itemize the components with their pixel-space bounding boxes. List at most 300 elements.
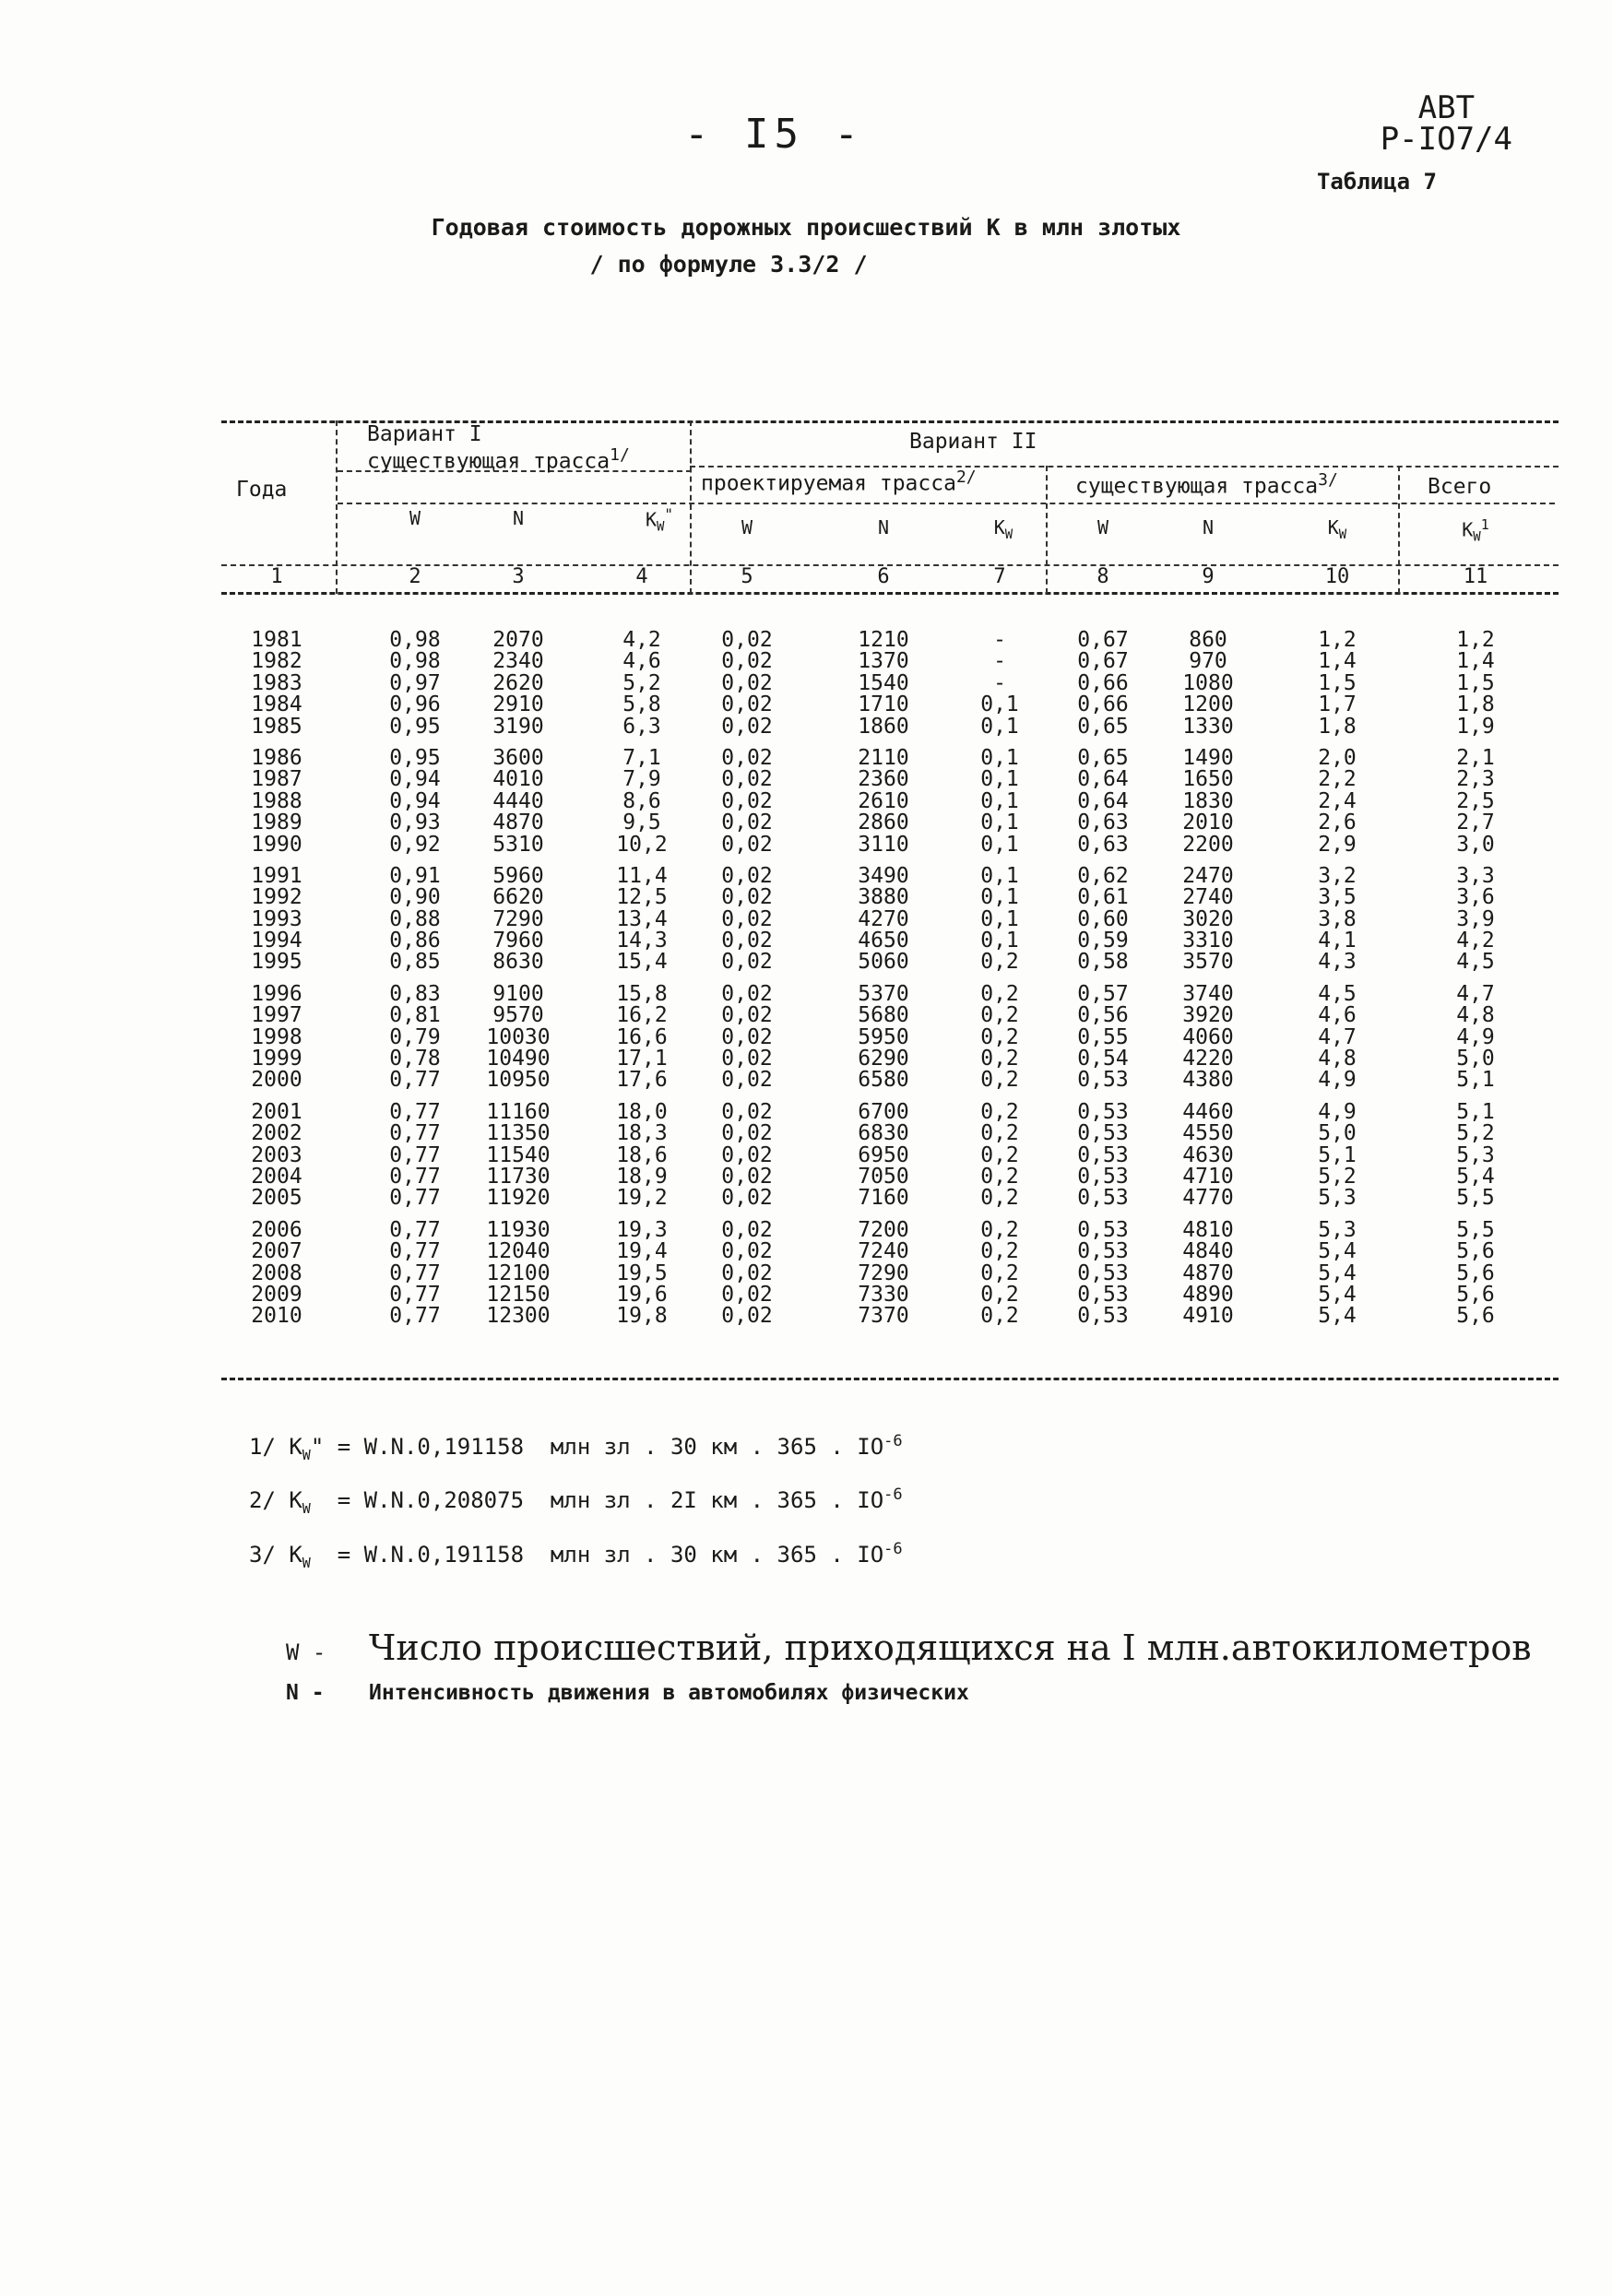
- table-cell: 18,9: [616, 1164, 668, 1189]
- table-cell: 5,4: [1318, 1304, 1357, 1329]
- table-cell: 5,1: [1456, 1099, 1495, 1124]
- table-cell: 0,02: [721, 1024, 773, 1049]
- table-cell: 0,2: [980, 1164, 1019, 1189]
- table-cell: 0,1: [980, 863, 1019, 888]
- table-cell: 0,97: [389, 670, 441, 695]
- table-cell: 0,02: [721, 1304, 773, 1329]
- table-cell: 1540: [858, 670, 909, 695]
- table-cell: 1991: [251, 863, 302, 888]
- table-cell: 2200: [1182, 832, 1234, 857]
- table-cell: 0,2: [980, 1003, 1019, 1028]
- column-number: 8: [1096, 565, 1109, 588]
- table-cell: 1996: [251, 981, 302, 1006]
- table-cell: 0,98: [389, 628, 441, 652]
- table-cell: 2740: [1182, 885, 1234, 910]
- subheader-rule: [338, 503, 1555, 504]
- table-cell: 2110: [858, 745, 909, 770]
- table-cell: 3600: [492, 745, 544, 770]
- table-cell: 6700: [858, 1099, 909, 1124]
- table-cell: 3920: [1182, 1003, 1234, 1028]
- table-cell: 5960: [492, 863, 544, 888]
- table-cell: 4650: [858, 929, 909, 953]
- table-cell: 0,02: [721, 1164, 773, 1189]
- table-cell: 7,1: [622, 745, 661, 770]
- k-subscript: W: [1004, 527, 1013, 542]
- table-cell: 3740: [1182, 981, 1234, 1006]
- table-cell: 4810: [1182, 1217, 1234, 1242]
- table-cell: 0,1: [980, 767, 1019, 792]
- table-cell: 6620: [492, 885, 544, 910]
- table-cell: 2001: [251, 1099, 302, 1124]
- table-cell: 10030: [486, 1024, 551, 1049]
- table-cell: 0,58: [1077, 950, 1129, 975]
- row-group: [221, 630, 1559, 738]
- table-cell: 0,2: [980, 1142, 1019, 1167]
- variant2-designed-note-mark: 2/: [955, 467, 977, 487]
- table-cell: 0,02: [721, 670, 773, 695]
- legend-n: [286, 1681, 969, 1705]
- table-cell: 15,8: [616, 981, 668, 1006]
- table-cell: 1330: [1182, 714, 1234, 739]
- table-cell: 2910: [492, 692, 544, 717]
- column-header-k1: [627, 505, 692, 535]
- k-symbol: K: [645, 508, 657, 531]
- table-cell: 0,57: [1077, 981, 1129, 1006]
- table-cell: 0,2: [980, 1239, 1019, 1264]
- table-cell: 13,4: [616, 906, 668, 931]
- table-row: [221, 1241, 1559, 1262]
- table-cell: 18,3: [616, 1121, 668, 1146]
- table-cell: 5,6: [1456, 1239, 1495, 1264]
- table-cell: 0,65: [1077, 745, 1129, 770]
- table-row: [221, 906, 1559, 931]
- table-row: [221, 1188, 1559, 1209]
- table-cell: 5,6: [1456, 1282, 1495, 1307]
- column-divider: [1398, 466, 1400, 594]
- table-cell: 0,02: [721, 788, 773, 813]
- column-number-rule: [221, 592, 1559, 595]
- table-cell: 7,9: [622, 767, 661, 792]
- table-subtitle: / по формуле 3.3/2 /: [589, 251, 868, 278]
- table-cell: 4380: [1182, 1068, 1234, 1093]
- footnote-exponent: -6: [883, 1485, 903, 1504]
- table-row: [221, 1024, 1559, 1049]
- table-row: [221, 1260, 1559, 1285]
- column-header-k2: [976, 516, 1031, 542]
- table-cell: 0,2: [980, 1121, 1019, 1146]
- table-cell: 0,59: [1077, 929, 1129, 953]
- table-row: [221, 630, 1559, 651]
- table-cell: -: [993, 628, 1006, 652]
- table-cell: 0,2: [980, 1024, 1019, 1049]
- table-cell: 0,77: [389, 1068, 441, 1093]
- table-cell: 2,9: [1318, 832, 1357, 857]
- k-mark: ": [664, 505, 674, 523]
- table-cell: 0,83: [389, 981, 441, 1006]
- table-cell: 2,1: [1456, 745, 1495, 770]
- table-cell: 4710: [1182, 1164, 1234, 1189]
- table-cell: 4270: [858, 906, 909, 931]
- table-cell: 1997: [251, 1003, 302, 1028]
- table-cell: 1200: [1182, 692, 1234, 717]
- table-cell: 0,02: [721, 692, 773, 717]
- legend-n-key: N -: [286, 1681, 325, 1705]
- table-cell: 4910: [1182, 1304, 1234, 1329]
- page-number: - I5 -: [684, 111, 864, 158]
- table-cell: 0,2: [980, 1217, 1019, 1242]
- table-cell: 0,86: [389, 929, 441, 953]
- table-row: [221, 1284, 1559, 1306]
- table-cell: 0,53: [1077, 1142, 1129, 1167]
- table-cell: 1830: [1182, 788, 1234, 813]
- table-cell: 11160: [486, 1099, 551, 1124]
- table-cell: 0,61: [1077, 885, 1129, 910]
- table-cell: 2340: [492, 649, 544, 674]
- table-row: [221, 812, 1559, 834]
- table-cell: 3,2: [1318, 863, 1357, 888]
- table-cell: 0,67: [1077, 649, 1129, 674]
- table-cell: 4840: [1182, 1239, 1234, 1264]
- column-header-n: N: [877, 516, 890, 538]
- table-cell: 0,1: [980, 811, 1019, 835]
- table-cell: 19,3: [616, 1217, 668, 1242]
- table-cell: 0,02: [721, 1239, 773, 1264]
- table-cell: 1993: [251, 906, 302, 931]
- table-cell: 0,94: [389, 788, 441, 813]
- table-cell: 0,02: [721, 1186, 773, 1211]
- table-cell: 7200: [858, 1217, 909, 1242]
- table-cell: 0,77: [389, 1186, 441, 1211]
- table-cell: 0,02: [721, 1142, 773, 1167]
- column-number: 1: [270, 565, 283, 588]
- table-cell: 3,3: [1456, 863, 1495, 888]
- table-cell: 5370: [858, 981, 909, 1006]
- table-cell: 5,6: [1456, 1260, 1495, 1285]
- document-code: [1380, 89, 1512, 158]
- footnote-subscript: W: [302, 1446, 311, 1463]
- variant1-subheader: [367, 445, 630, 474]
- table-cell: 0,64: [1077, 788, 1129, 813]
- row-group: [221, 1217, 1559, 1329]
- table-cell: 3,6: [1456, 885, 1495, 910]
- table-cell: 1987: [251, 767, 302, 792]
- column-number: 10: [1324, 565, 1350, 588]
- table-row: [221, 863, 1559, 888]
- table-cell: 0,02: [721, 885, 773, 910]
- legend-w-text: Число происшествий, приходящихся на I млн.автокилометров: [369, 1627, 1532, 1668]
- table-cell: 1998: [251, 1024, 302, 1049]
- table-row: [221, 670, 1559, 695]
- table-cell: 0,02: [721, 714, 773, 739]
- table-cell: 0,1: [980, 692, 1019, 717]
- table-cell: 5,5: [1456, 1186, 1495, 1211]
- column-number: 7: [993, 565, 1006, 588]
- table-cell: 3490: [858, 863, 909, 888]
- table-cell: 0,94: [389, 767, 441, 792]
- table-cell: 0,02: [721, 1121, 773, 1146]
- table-cell: 2070: [492, 628, 544, 652]
- table-cell: 4,3: [1318, 950, 1357, 975]
- table-cell: 3,5: [1318, 885, 1357, 910]
- table-cell: 4,1: [1318, 929, 1357, 953]
- table-cell: 0,2: [980, 1260, 1019, 1285]
- table-cell: 2,5: [1456, 788, 1495, 813]
- table-cell: 12150: [486, 1282, 551, 1307]
- table-cell: 7290: [858, 1260, 909, 1285]
- table-cell: 0,02: [721, 1260, 773, 1285]
- table-cell: 2002: [251, 1121, 302, 1146]
- column-header-n: N: [512, 507, 525, 529]
- table-cell: 1650: [1182, 767, 1234, 792]
- table-cell: 5060: [858, 950, 909, 975]
- table-cell: 2620: [492, 670, 544, 695]
- table-cell: 1,4: [1318, 649, 1357, 674]
- column-header-total-k: [1439, 516, 1512, 545]
- table-cell: 0,63: [1077, 811, 1129, 835]
- variant1-subheader-text: существующая трасса: [367, 449, 610, 474]
- table-cell: 2,4: [1318, 788, 1357, 813]
- row-group: [221, 745, 1559, 857]
- table-cell: 0,1: [980, 745, 1019, 770]
- k-symbol: K: [1462, 518, 1474, 541]
- table-cell: 2,2: [1318, 767, 1357, 792]
- table-cell: 0,77: [389, 1099, 441, 1124]
- footnote-mark: ": [310, 1434, 325, 1460]
- table-cell: 860: [1189, 628, 1227, 652]
- table-cell: 3570: [1182, 950, 1234, 975]
- table-cell: 19,2: [616, 1186, 668, 1211]
- legend-w: [286, 1627, 1532, 1668]
- table-cell: 0,77: [389, 1260, 441, 1285]
- table-cell: 8,6: [622, 788, 661, 813]
- footnote-prefix: 1/ K: [249, 1434, 302, 1460]
- table-cell: 0,53: [1077, 1282, 1129, 1307]
- table-cell: 5,4: [1318, 1239, 1357, 1264]
- table-cell: 0,02: [721, 1003, 773, 1028]
- table-cell: 1080: [1182, 670, 1234, 695]
- table-label: Таблица 7: [1316, 169, 1437, 195]
- table-cell: 2360: [858, 767, 909, 792]
- table-cell: 0,65: [1077, 714, 1129, 739]
- table-cell: 1,7: [1318, 692, 1357, 717]
- table-cell: 1,8: [1318, 714, 1357, 739]
- table-cell: 0,53: [1077, 1068, 1129, 1093]
- table-cell: 1,9: [1456, 714, 1495, 739]
- table-cell: 0,63: [1077, 832, 1129, 857]
- table-cell: 0,2: [980, 950, 1019, 975]
- column-header-year: Года: [236, 478, 288, 502]
- table-cell: 3190: [492, 714, 544, 739]
- table-cell: 4,5: [1318, 981, 1357, 1006]
- table-cell: 4010: [492, 767, 544, 792]
- table-cell: 0,1: [980, 906, 1019, 931]
- table-cell: 1983: [251, 670, 302, 695]
- table-cell: 970: [1189, 649, 1227, 674]
- table-cell: 7330: [858, 1282, 909, 1307]
- table-title: Годовая стоимость дорожных происшествий K в млн злотых: [431, 214, 1181, 241]
- table-cell: 5310: [492, 832, 544, 857]
- table-cell: 4,9: [1456, 1024, 1495, 1049]
- table-cell: 5,1: [1318, 1142, 1357, 1167]
- table-cell: 1985: [251, 714, 302, 739]
- k-subscript: W: [656, 519, 665, 535]
- table-cell: 0,2: [980, 1282, 1019, 1307]
- table-cell: 0,02: [721, 1217, 773, 1242]
- table-cell: 5,0: [1456, 1047, 1495, 1071]
- table-cell: 2610: [858, 788, 909, 813]
- variant2-header: Вариант II: [909, 430, 1037, 454]
- table-cell: 2470: [1182, 863, 1234, 888]
- column-number: 11: [1463, 565, 1488, 588]
- footnote-formula: = W.N.0,191158 млн зл . 30 км . 365 . IO: [310, 1542, 884, 1568]
- table-cell: 0,02: [721, 863, 773, 888]
- table-cell: 0,53: [1077, 1121, 1129, 1146]
- table-row: [221, 1166, 1559, 1188]
- table-cell: 1210: [858, 628, 909, 652]
- table-cell: 0,02: [721, 981, 773, 1006]
- table-row: [221, 1099, 1559, 1124]
- table-row: [221, 716, 1559, 738]
- legend-n-text: Интенсивность движения в автомобилях физических: [369, 1681, 969, 1705]
- table-cell: 1994: [251, 929, 302, 953]
- k-mark: 1: [1480, 516, 1489, 533]
- table-cell: 0,78: [389, 1047, 441, 1071]
- table-cell: 0,79: [389, 1024, 441, 1049]
- table-row: [221, 930, 1559, 952]
- column-header-w: W: [409, 507, 421, 529]
- table-row: [221, 1217, 1559, 1242]
- table-cell: 4060: [1182, 1024, 1234, 1049]
- table-cell: 0,2: [980, 1068, 1019, 1093]
- table-cell: 4,2: [622, 628, 661, 652]
- table-cell: 1989: [251, 811, 302, 835]
- table-cell: 6,3: [622, 714, 661, 739]
- table-cell: 1990: [251, 832, 302, 857]
- table-cell: 3020: [1182, 906, 1234, 931]
- table-row: [221, 769, 1559, 790]
- table-cell: 1370: [858, 649, 909, 674]
- table-cell: 0,77: [389, 1217, 441, 1242]
- table-cell: 4770: [1182, 1186, 1234, 1211]
- table-cell: 2009: [251, 1282, 302, 1307]
- footnote-1: [249, 1432, 903, 1463]
- table-cell: 5680: [858, 1003, 909, 1028]
- table-cell: 0,77: [389, 1121, 441, 1146]
- column-number: 3: [512, 565, 525, 588]
- table-row: [221, 745, 1559, 770]
- table-cell: 12,5: [616, 885, 668, 910]
- table-cell: 11730: [486, 1164, 551, 1189]
- column-number: 6: [877, 565, 890, 588]
- footnote-formula: = W.N.0,191158 млн зл . 30 км . 365 . IO: [324, 1434, 884, 1460]
- table-cell: 0,02: [721, 950, 773, 975]
- table-bottom-rule: [221, 1378, 1559, 1380]
- total-header: Всего: [1428, 475, 1492, 499]
- table-cell: 0,95: [389, 714, 441, 739]
- table-cell: 5,6: [1456, 1304, 1495, 1329]
- table-cell: 2,7: [1456, 811, 1495, 835]
- table-cell: 2005: [251, 1186, 302, 1211]
- row-group: [221, 1099, 1559, 1211]
- table-cell: 0,53: [1077, 1239, 1129, 1264]
- table-row: [221, 1306, 1559, 1327]
- table-cell: 4,8: [1318, 1047, 1357, 1071]
- table-cell: 2004: [251, 1164, 302, 1189]
- table-cell: 2010: [1182, 811, 1234, 835]
- table-cell: 4630: [1182, 1142, 1234, 1167]
- table-cell: 2,3: [1456, 767, 1495, 792]
- table-cell: 7050: [858, 1164, 909, 1189]
- table-cell: 0,1: [980, 714, 1019, 739]
- table-cell: 1981: [251, 628, 302, 652]
- table-cell: 0,1: [980, 832, 1019, 857]
- table-cell: 7370: [858, 1304, 909, 1329]
- table-cell: 6950: [858, 1142, 909, 1167]
- table-cell: 0,77: [389, 1164, 441, 1189]
- table-cell: 4460: [1182, 1099, 1234, 1124]
- k-subscript: W: [1473, 529, 1481, 545]
- table-cell: 4,2: [1456, 929, 1495, 953]
- table-cell: 5,3: [1318, 1217, 1357, 1242]
- table-cell: 19,4: [616, 1239, 668, 1264]
- column-number: 4: [635, 565, 648, 588]
- table-cell: 3,9: [1456, 906, 1495, 931]
- table-cell: 1,2: [1318, 628, 1357, 652]
- table-cell: 15,4: [616, 950, 668, 975]
- table-cell: 10490: [486, 1047, 551, 1071]
- table-cell: 5,1: [1456, 1068, 1495, 1093]
- table-cell: 0,92: [389, 832, 441, 857]
- table-cell: 1999: [251, 1047, 302, 1071]
- footnote-prefix: 2/ K: [249, 1487, 302, 1513]
- table-cell: 19,5: [616, 1260, 668, 1285]
- table-cell: 0,77: [389, 1142, 441, 1167]
- table-cell: 0,98: [389, 649, 441, 674]
- table-cell: 0,53: [1077, 1099, 1129, 1124]
- table-cell: 1992: [251, 885, 302, 910]
- table-cell: 5,2: [622, 670, 661, 695]
- table-cell: 2,6: [1318, 811, 1357, 835]
- variant1-header: Вариант I: [367, 422, 482, 446]
- table-cell: 0,02: [721, 1068, 773, 1093]
- table-cell: 5950: [858, 1024, 909, 1049]
- table-cell: 0,1: [980, 788, 1019, 813]
- table-cell: 19,8: [616, 1304, 668, 1329]
- variant2-existing-note-mark: 3/: [1318, 470, 1338, 490]
- table-body: [221, 630, 1559, 1338]
- table-cell: 5,4: [1456, 1164, 1495, 1189]
- table-cell: 0,53: [1077, 1260, 1129, 1285]
- table-cell: 1984: [251, 692, 302, 717]
- table-cell: 5,4: [1318, 1282, 1357, 1307]
- table-cell: 0,55: [1077, 1024, 1129, 1049]
- table-cell: 0,02: [721, 628, 773, 652]
- table-cell: 0,77: [389, 1239, 441, 1264]
- table-cell: -: [993, 649, 1006, 674]
- table-cell: 0,96: [389, 692, 441, 717]
- table-cell: 5,2: [1318, 1164, 1357, 1189]
- variant2-existing-text: существующая трасса: [1075, 474, 1319, 499]
- table-cell: 0,02: [721, 745, 773, 770]
- table-cell: 0,88: [389, 906, 441, 931]
- table-cell: 0,02: [721, 832, 773, 857]
- column-header-w: W: [741, 516, 753, 538]
- table-cell: 6290: [858, 1047, 909, 1071]
- table-cell: 1982: [251, 649, 302, 674]
- table-cell: 0,95: [389, 745, 441, 770]
- table-row: [221, 651, 1559, 672]
- table-cell: 5,5: [1456, 1217, 1495, 1242]
